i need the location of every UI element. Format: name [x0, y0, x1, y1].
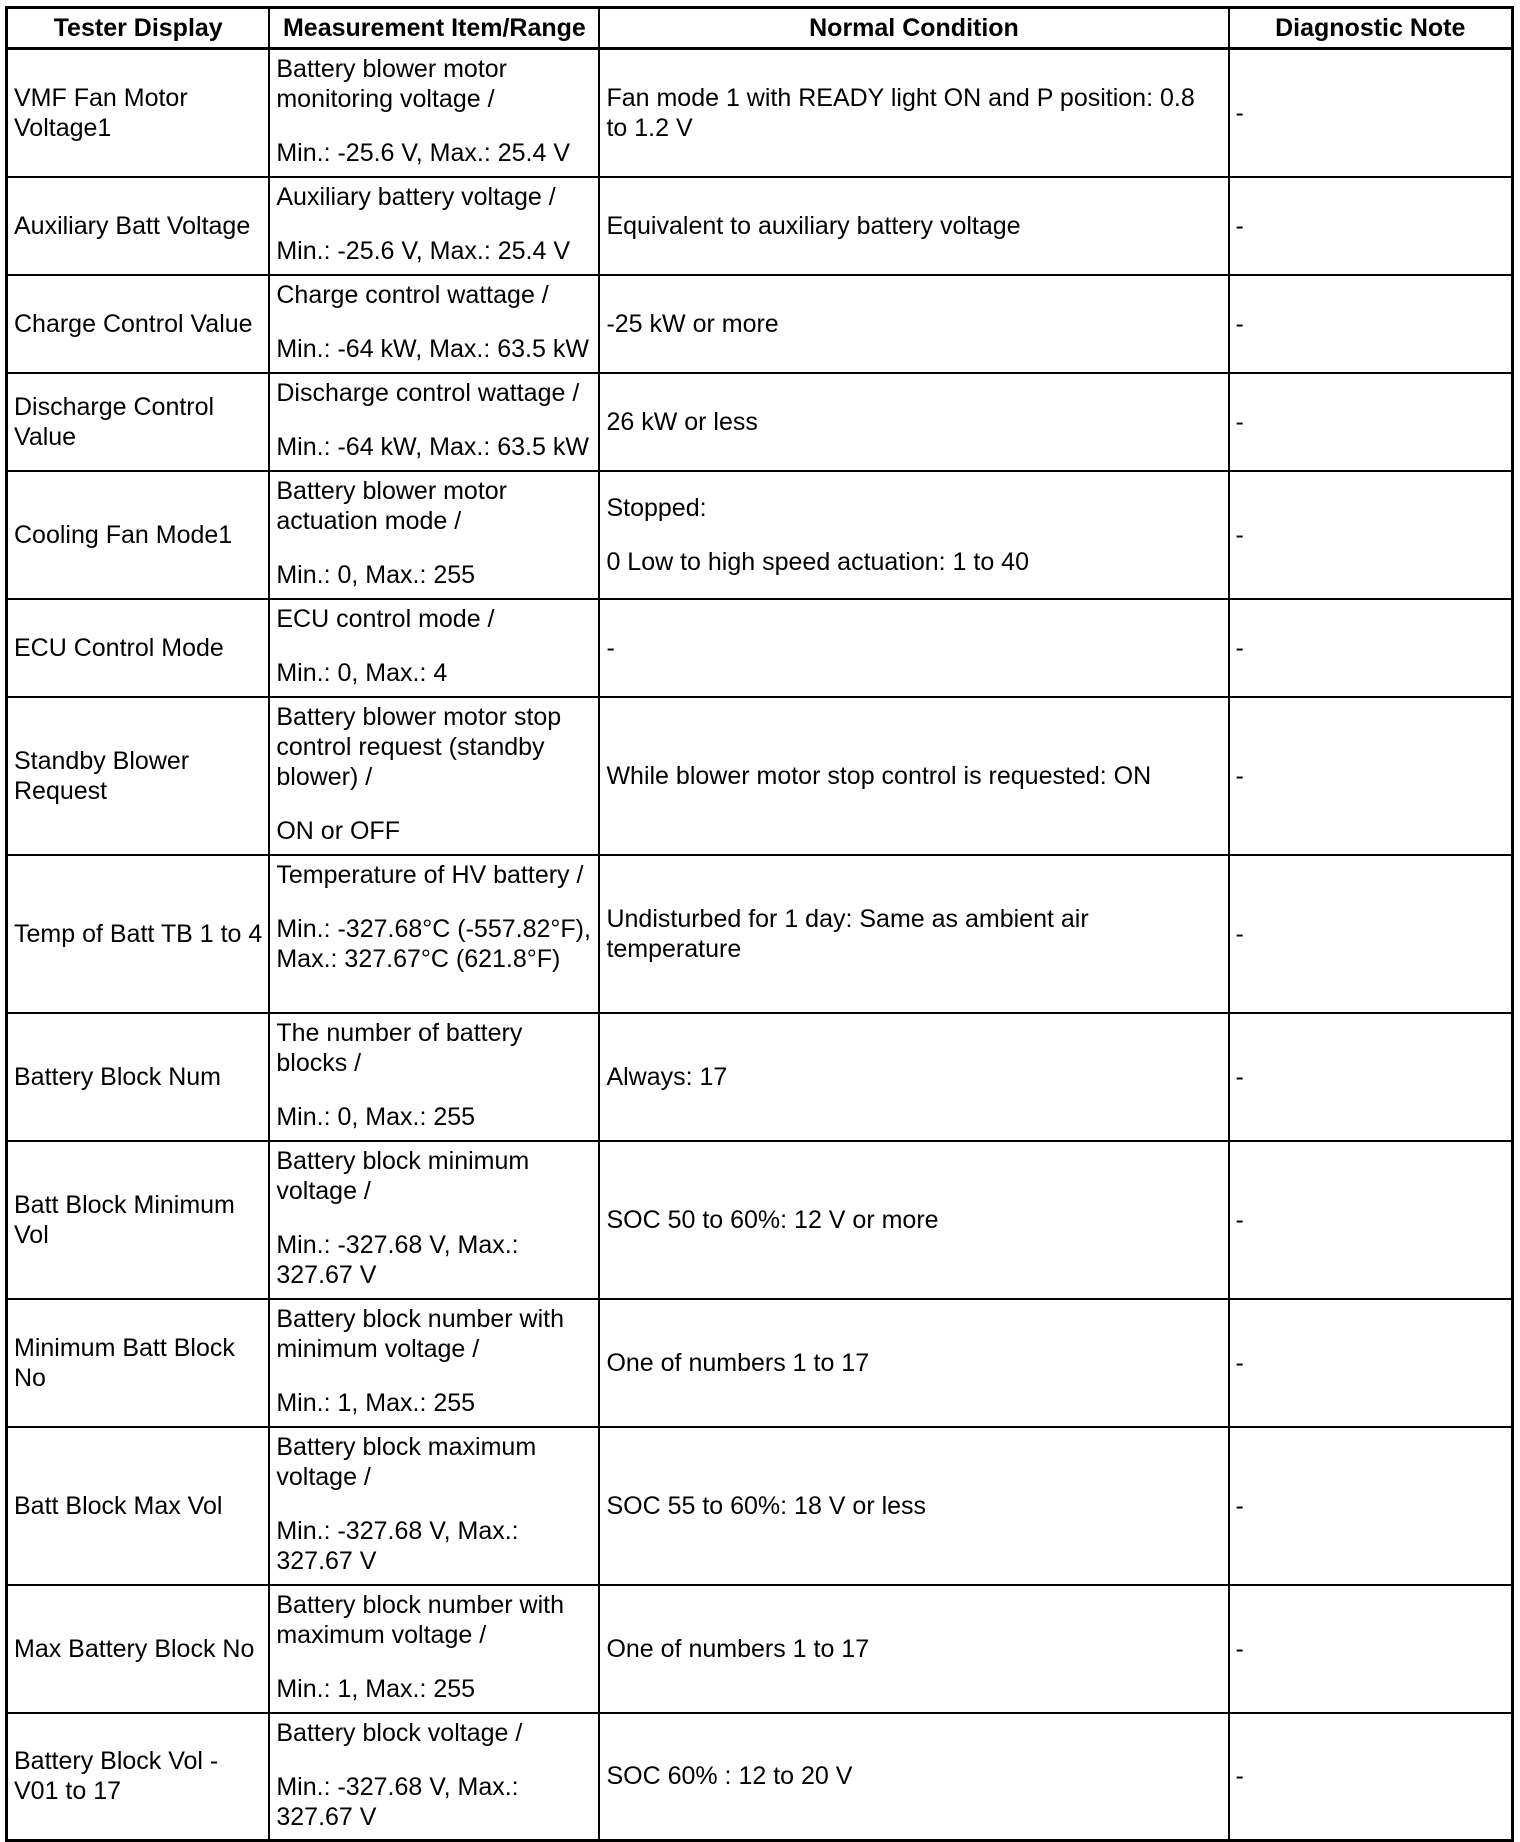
tester-display-cell: Discharge Control Value	[7, 373, 270, 471]
normal-condition-text: 0 Low to high speed actuation: 1 to 40	[606, 547, 1029, 576]
measurement-item: Battery block maximum voltage /	[276, 1432, 537, 1491]
measurement-range: Min.: -64 kW, Max.: 63.5 kW	[276, 334, 589, 363]
table-row	[7, 177, 1513, 275]
table-row	[7, 1713, 1513, 1841]
measurement-range: Min.: 0, Max.: 4	[276, 658, 448, 687]
measurement-range: Min.: -25.6 V, Max.: 25.4 V	[276, 139, 571, 167]
tester-display-cell: Cooling Fan Mode1	[7, 471, 270, 599]
normal-condition-text: Always: 17	[606, 1062, 728, 1091]
normal-condition-text: SOC 60% : 12 to 20 V	[606, 1762, 853, 1791]
tester-display-cell: VMF Fan Motor Voltage1	[7, 49, 270, 177]
normal-condition-cell	[599, 1141, 1228, 1299]
tester-display-cell: Battery Block Vol -V01 to 17	[7, 1713, 270, 1841]
diagnostic-note-cell: -	[1229, 49, 1513, 177]
tester-display-cell: Battery Block Num	[7, 1013, 270, 1141]
normal-condition-text: -25 kW or more	[606, 309, 779, 338]
header-diagnostic-note: Diagnostic Note	[1229, 8, 1513, 49]
diagnostic-note-cell: -	[1229, 1713, 1513, 1841]
measurement-item: Battery block number with maximum voltage /	[276, 1590, 564, 1649]
normal-condition-text: Undisturbed for 1 day: Same as ambient air temperature	[606, 904, 1089, 963]
normal-condition-text: One of numbers 1 to 17	[606, 1634, 870, 1663]
measurement-range: Min.: 0, Max.: 255	[276, 560, 476, 589]
measurement-cell	[269, 1713, 599, 1841]
normal-condition-cell	[599, 855, 1228, 1013]
measurement-item: Discharge control wattage /	[276, 378, 580, 407]
measurement-range: Min.: -327.68°C (-557.82°F), Max.: 327.67°C (621.8°F)	[276, 914, 591, 973]
diagnostic-note-cell: -	[1229, 697, 1513, 855]
measurement-cell	[269, 697, 599, 855]
diagnostic-note-cell: -	[1229, 599, 1513, 697]
header-tester-display: Tester Display	[7, 8, 270, 49]
measurement-range: Min.: 1, Max.: 255	[276, 1674, 476, 1703]
table-row	[7, 1299, 1513, 1427]
tester-display-cell: Minimum Batt Block No	[7, 1299, 270, 1427]
measurement-item: Battery blower motor stop control request (standby blower) /	[276, 702, 562, 791]
diagnostic-note-cell: -	[1229, 373, 1513, 471]
measurement-item: The number of battery blocks /	[276, 1018, 523, 1077]
table-row	[7, 1585, 1513, 1713]
normal-condition-cell	[599, 177, 1228, 275]
normal-condition-cell	[599, 599, 1228, 697]
normal-condition-text: SOC 55 to 60%: 18 V or less	[606, 1491, 927, 1520]
header-normal-condition: Normal Condition	[599, 8, 1228, 49]
tester-display-cell: Temp of Batt TB 1 to 4	[7, 855, 270, 1013]
measurement-cell	[269, 1427, 599, 1585]
data-list-table	[5, 6, 1514, 1842]
table-row	[7, 1427, 1513, 1585]
measurement-item: Auxiliary battery voltage /	[276, 182, 556, 211]
measurement-cell	[269, 1141, 599, 1299]
measurement-range: Min.: -327.68 V, Max.: 327.67 V	[276, 1230, 519, 1289]
table-row	[7, 1141, 1513, 1299]
normal-condition-text: -	[606, 633, 615, 662]
table-row	[7, 855, 1513, 1013]
measurement-cell	[269, 1585, 599, 1713]
table-row	[7, 1013, 1513, 1141]
normal-condition-cell	[599, 1585, 1228, 1713]
normal-condition-cell	[599, 1427, 1228, 1585]
diagnostic-note-cell: -	[1229, 1585, 1513, 1713]
normal-condition-text: 26 kW or less	[606, 407, 758, 436]
measurement-cell	[269, 275, 599, 373]
table-row	[7, 275, 1513, 373]
measurement-item: Battery blower motor actuation mode /	[276, 476, 507, 535]
measurement-cell	[269, 373, 599, 471]
normal-condition-text: Fan mode 1 with READY light ON and P position: 0.8 to 1.2 V	[606, 83, 1195, 142]
measurement-range: Min.: -327.68 V, Max.: 327.67 V	[276, 1772, 519, 1831]
normal-condition-text: Stopped:	[606, 493, 707, 522]
normal-condition-text: One of numbers 1 to 17	[606, 1348, 870, 1377]
tester-display-cell: Charge Control Value	[7, 275, 270, 373]
measurement-range: Min.: 0, Max.: 255	[276, 1102, 476, 1131]
tester-display-cell: Batt Block Minimum Vol	[7, 1141, 270, 1299]
normal-condition-cell	[599, 275, 1228, 373]
measurement-item: Battery block number with minimum voltage /	[276, 1304, 564, 1363]
measurement-cell	[269, 1013, 599, 1141]
diagnostic-data-list	[5, 6, 1514, 1842]
measurement-item: Temperature of HV battery /	[276, 860, 584, 889]
measurement-cell	[269, 599, 599, 697]
tester-display-cell: Auxiliary Batt Voltage	[7, 177, 270, 275]
normal-condition-cell	[599, 471, 1228, 599]
measurement-cell	[269, 855, 599, 1013]
measurement-item: Battery block minimum voltage /	[276, 1146, 530, 1205]
measurement-item: ECU control mode /	[276, 604, 495, 633]
measurement-cell	[269, 177, 599, 275]
normal-condition-cell	[599, 1013, 1228, 1141]
table-row	[7, 49, 1513, 177]
measurement-item: Charge control wattage /	[276, 280, 549, 309]
header-measurement-item: Measurement Item/Range	[269, 8, 599, 49]
measurement-range: Min.: 1, Max.: 255	[276, 1388, 476, 1417]
normal-condition-cell	[599, 697, 1228, 855]
normal-condition-cell	[599, 49, 1228, 177]
header-row	[7, 8, 1513, 49]
diagnostic-note-cell: -	[1229, 471, 1513, 599]
measurement-cell	[269, 1299, 599, 1427]
diagnostic-note-cell: -	[1229, 1013, 1513, 1141]
measurement-range: Min.: -327.68 V, Max.: 327.67 V	[276, 1516, 519, 1575]
diagnostic-note-cell: -	[1229, 1141, 1513, 1299]
measurement-range: Min.: -25.6 V, Max.: 25.4 V	[276, 236, 571, 265]
measurement-item: Battery blower motor monitoring voltage /	[276, 55, 507, 113]
diagnostic-note-cell: -	[1229, 275, 1513, 373]
table-row	[7, 471, 1513, 599]
measurement-item: Battery block voltage /	[276, 1718, 523, 1747]
normal-condition-text: While blower motor stop control is requested: ON	[606, 761, 1152, 790]
table-row	[7, 599, 1513, 697]
tester-display-cell: Batt Block Max Vol	[7, 1427, 270, 1585]
table-row	[7, 697, 1513, 855]
normal-condition-text: SOC 50 to 60%: 12 V or more	[606, 1205, 939, 1234]
measurement-cell	[269, 49, 599, 177]
measurement-range: ON or OFF	[276, 816, 400, 845]
normal-condition-text: Equivalent to auxiliary battery voltage	[606, 211, 1021, 240]
table-row	[7, 373, 1513, 471]
normal-condition-cell	[599, 1299, 1228, 1427]
normal-condition-cell	[599, 1713, 1228, 1841]
diagnostic-note-cell: -	[1229, 1299, 1513, 1427]
diagnostic-note-cell: -	[1229, 177, 1513, 275]
tester-display-cell: Standby Blower Request	[7, 697, 270, 855]
diagnostic-note-cell: -	[1229, 855, 1513, 1013]
diagnostic-note-cell: -	[1229, 1427, 1513, 1585]
normal-condition-cell	[599, 373, 1228, 471]
tester-display-cell: Max Battery Block No	[7, 1585, 270, 1713]
tester-display-cell: ECU Control Mode	[7, 599, 270, 697]
table-body	[7, 49, 1513, 1841]
measurement-range: Min.: -64 kW, Max.: 63.5 kW	[276, 432, 589, 461]
measurement-cell	[269, 471, 599, 599]
